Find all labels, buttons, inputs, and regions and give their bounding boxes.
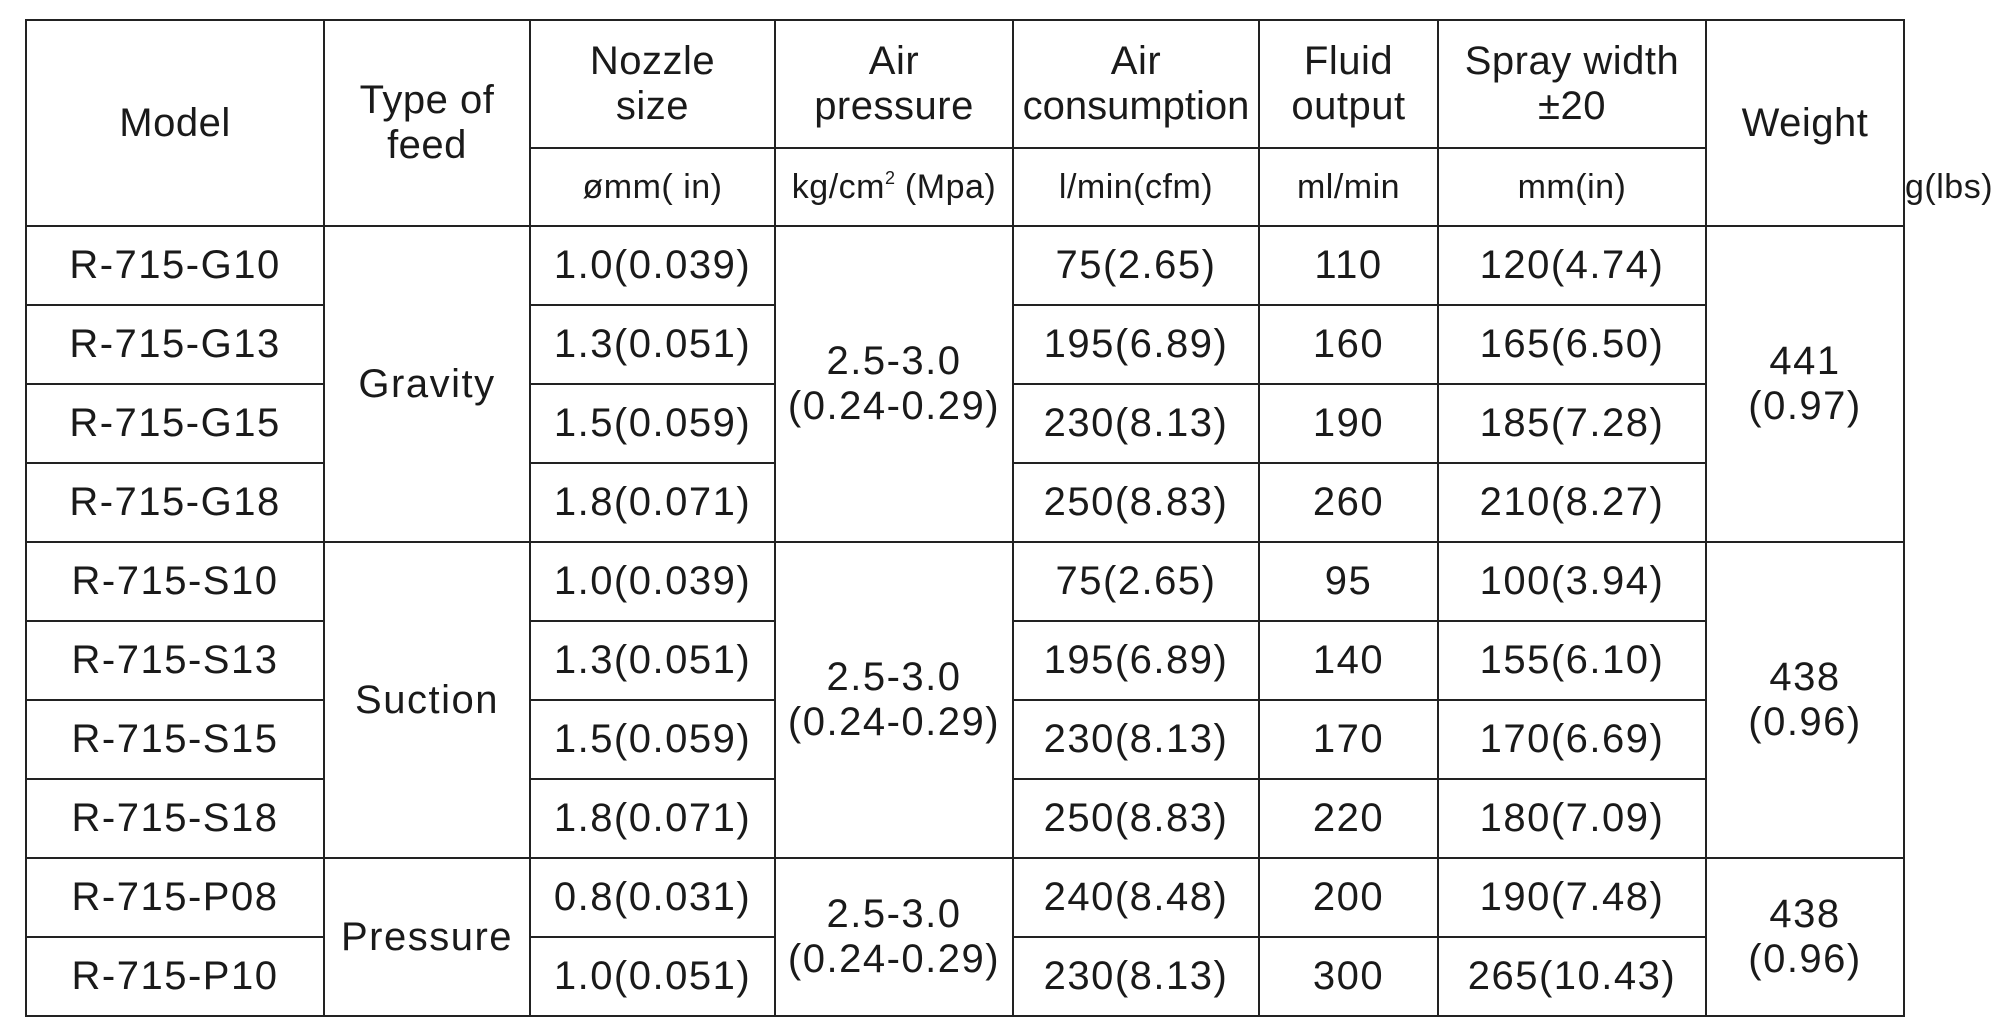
feed-type-cell: Suction [324, 542, 530, 858]
fluid-output-cell: 170 [1259, 700, 1438, 779]
model-cell: R-715-S15 [26, 700, 324, 779]
header-air-pressure: Air pressure [775, 20, 1013, 148]
nozzle-cell: 1.5(0.059) [530, 384, 775, 463]
air-consumption-cell: 230(8.13) [1013, 937, 1259, 1016]
fluid-output-cell: 95 [1259, 542, 1438, 621]
fluid-output-cell: 140 [1259, 621, 1438, 700]
unit-air-pressure-base: kg/cm [791, 167, 885, 206]
unit-air-pressure-exponent: 2 [884, 167, 895, 188]
fluid-output-cell: 190 [1259, 384, 1438, 463]
nozzle-cell: 0.8(0.031) [530, 858, 775, 937]
air-consumption-cell: 195(6.89) [1013, 305, 1259, 384]
spray-width-cell: 100(3.94) [1438, 542, 1706, 621]
spray-width-cell: 170(6.69) [1438, 700, 1706, 779]
header-model: Model [26, 20, 324, 226]
model-cell: R-715-G13 [26, 305, 324, 384]
air-consumption-cell: 230(8.13) [1013, 700, 1259, 779]
spec-table [25, 19, 1993, 1017]
feed-type-cell: Pressure [324, 858, 530, 1016]
air-consumption-cell: 75(2.65) [1013, 226, 1259, 305]
header-air-consumption-line1: Air [1110, 39, 1162, 84]
header-weight: Weight [1706, 20, 1904, 226]
air-consumption-cell: 250(8.83) [1013, 779, 1259, 858]
table-row [26, 542, 1904, 621]
header-spray-width: Spray width ±20 [1438, 20, 1706, 148]
fluid-output-cell: 220 [1259, 779, 1438, 858]
feed-type-cell: Gravity [324, 226, 530, 542]
nozzle-cell: 1.5(0.059) [530, 700, 775, 779]
spray-width-cell: 165(6.50) [1438, 305, 1706, 384]
weight-cell: 441 (0.97) [1706, 226, 1904, 542]
fluid-output-cell: 300 [1259, 937, 1438, 1016]
model-cell: R-715-P10 [26, 937, 324, 1016]
nozzle-cell: 1.0(0.051) [530, 937, 775, 1016]
unit-spray-width: mm(in) [1438, 148, 1706, 226]
spray-width-cell: 155(6.10) [1438, 621, 1706, 700]
weight-cell: 438 (0.96) [1706, 858, 1904, 1016]
air-consumption-cell: 250(8.83) [1013, 463, 1259, 542]
fluid-output-cell: 110 [1259, 226, 1438, 305]
header-air-consumption [1013, 20, 1259, 148]
table-row [26, 858, 1904, 937]
air-consumption-cell: 230(8.13) [1013, 384, 1259, 463]
air-pressure-cell: 2.5-3.0 (0.24-0.29) [775, 858, 1013, 1016]
air-pressure-cell: 2.5-3.0 (0.24-0.29) [775, 542, 1013, 858]
air-consumption-cell: 195(6.89) [1013, 621, 1259, 700]
unit-row: ømm( in) $kg/cm^2$ (Mpa) l/min(cfm) ml/min mm(in) g(lbs) [26, 148, 1904, 226]
air-pressure-cell: 2.5-3.0 (0.24-0.29) [775, 226, 1013, 542]
spray-width-cell: 265(10.43) [1438, 937, 1706, 1016]
model-cell: R-715-S13 [26, 621, 324, 700]
nozzle-cell: 1.8(0.071) [530, 779, 775, 858]
spray-width-cell: 210(8.27) [1438, 463, 1706, 542]
nozzle-cell: 1.0(0.039) [530, 226, 775, 305]
unit-nozzle-size: ømm( in) [530, 148, 775, 226]
unit-air-pressure [775, 148, 1013, 226]
fluid-output-cell: 160 [1259, 305, 1438, 384]
weight-cell: 438 (0.96) [1706, 542, 1904, 858]
unit-air-pressure-mpa: (Mpa) [894, 167, 997, 206]
model-cell: R-715-S10 [26, 542, 324, 621]
air-consumption-cell: 75(2.65) [1013, 542, 1259, 621]
model-cell: R-715-P08 [26, 858, 324, 937]
header-fluid-output: Fluid output [1259, 20, 1438, 148]
fluid-output-cell: 200 [1259, 858, 1438, 937]
nozzle-cell: 1.8(0.071) [530, 463, 775, 542]
spray-width-cell: 190(7.48) [1438, 858, 1706, 937]
air-consumption-cell: 240(8.48) [1013, 858, 1259, 937]
model-cell: R-715-G10 [26, 226, 324, 305]
unit-air-consumption: l/min(cfm) [1013, 148, 1259, 226]
spray-width-cell: 120(4.74) [1438, 226, 1706, 305]
table-row [26, 226, 1904, 305]
nozzle-cell: 1.0(0.039) [530, 542, 775, 621]
model-cell: R-715-G18 [26, 463, 324, 542]
fluid-output-cell: 260 [1259, 463, 1438, 542]
model-cell: R-715-G15 [26, 384, 324, 463]
header-row [26, 20, 1904, 148]
nozzle-cell: 1.3(0.051) [530, 621, 775, 700]
model-cell: R-715-S18 [26, 779, 324, 858]
header-nozzle-size: Nozzle size [530, 20, 775, 148]
header-air-consumption-line2: consumption [1022, 84, 1250, 128]
spray-width-cell: 185(7.28) [1438, 384, 1706, 463]
header-type-of-feed: Type of feed [324, 20, 530, 226]
spray-width-cell: 180(7.09) [1438, 779, 1706, 858]
nozzle-cell: 1.3(0.051) [530, 305, 775, 384]
unit-fluid-output: ml/min [1259, 148, 1438, 226]
